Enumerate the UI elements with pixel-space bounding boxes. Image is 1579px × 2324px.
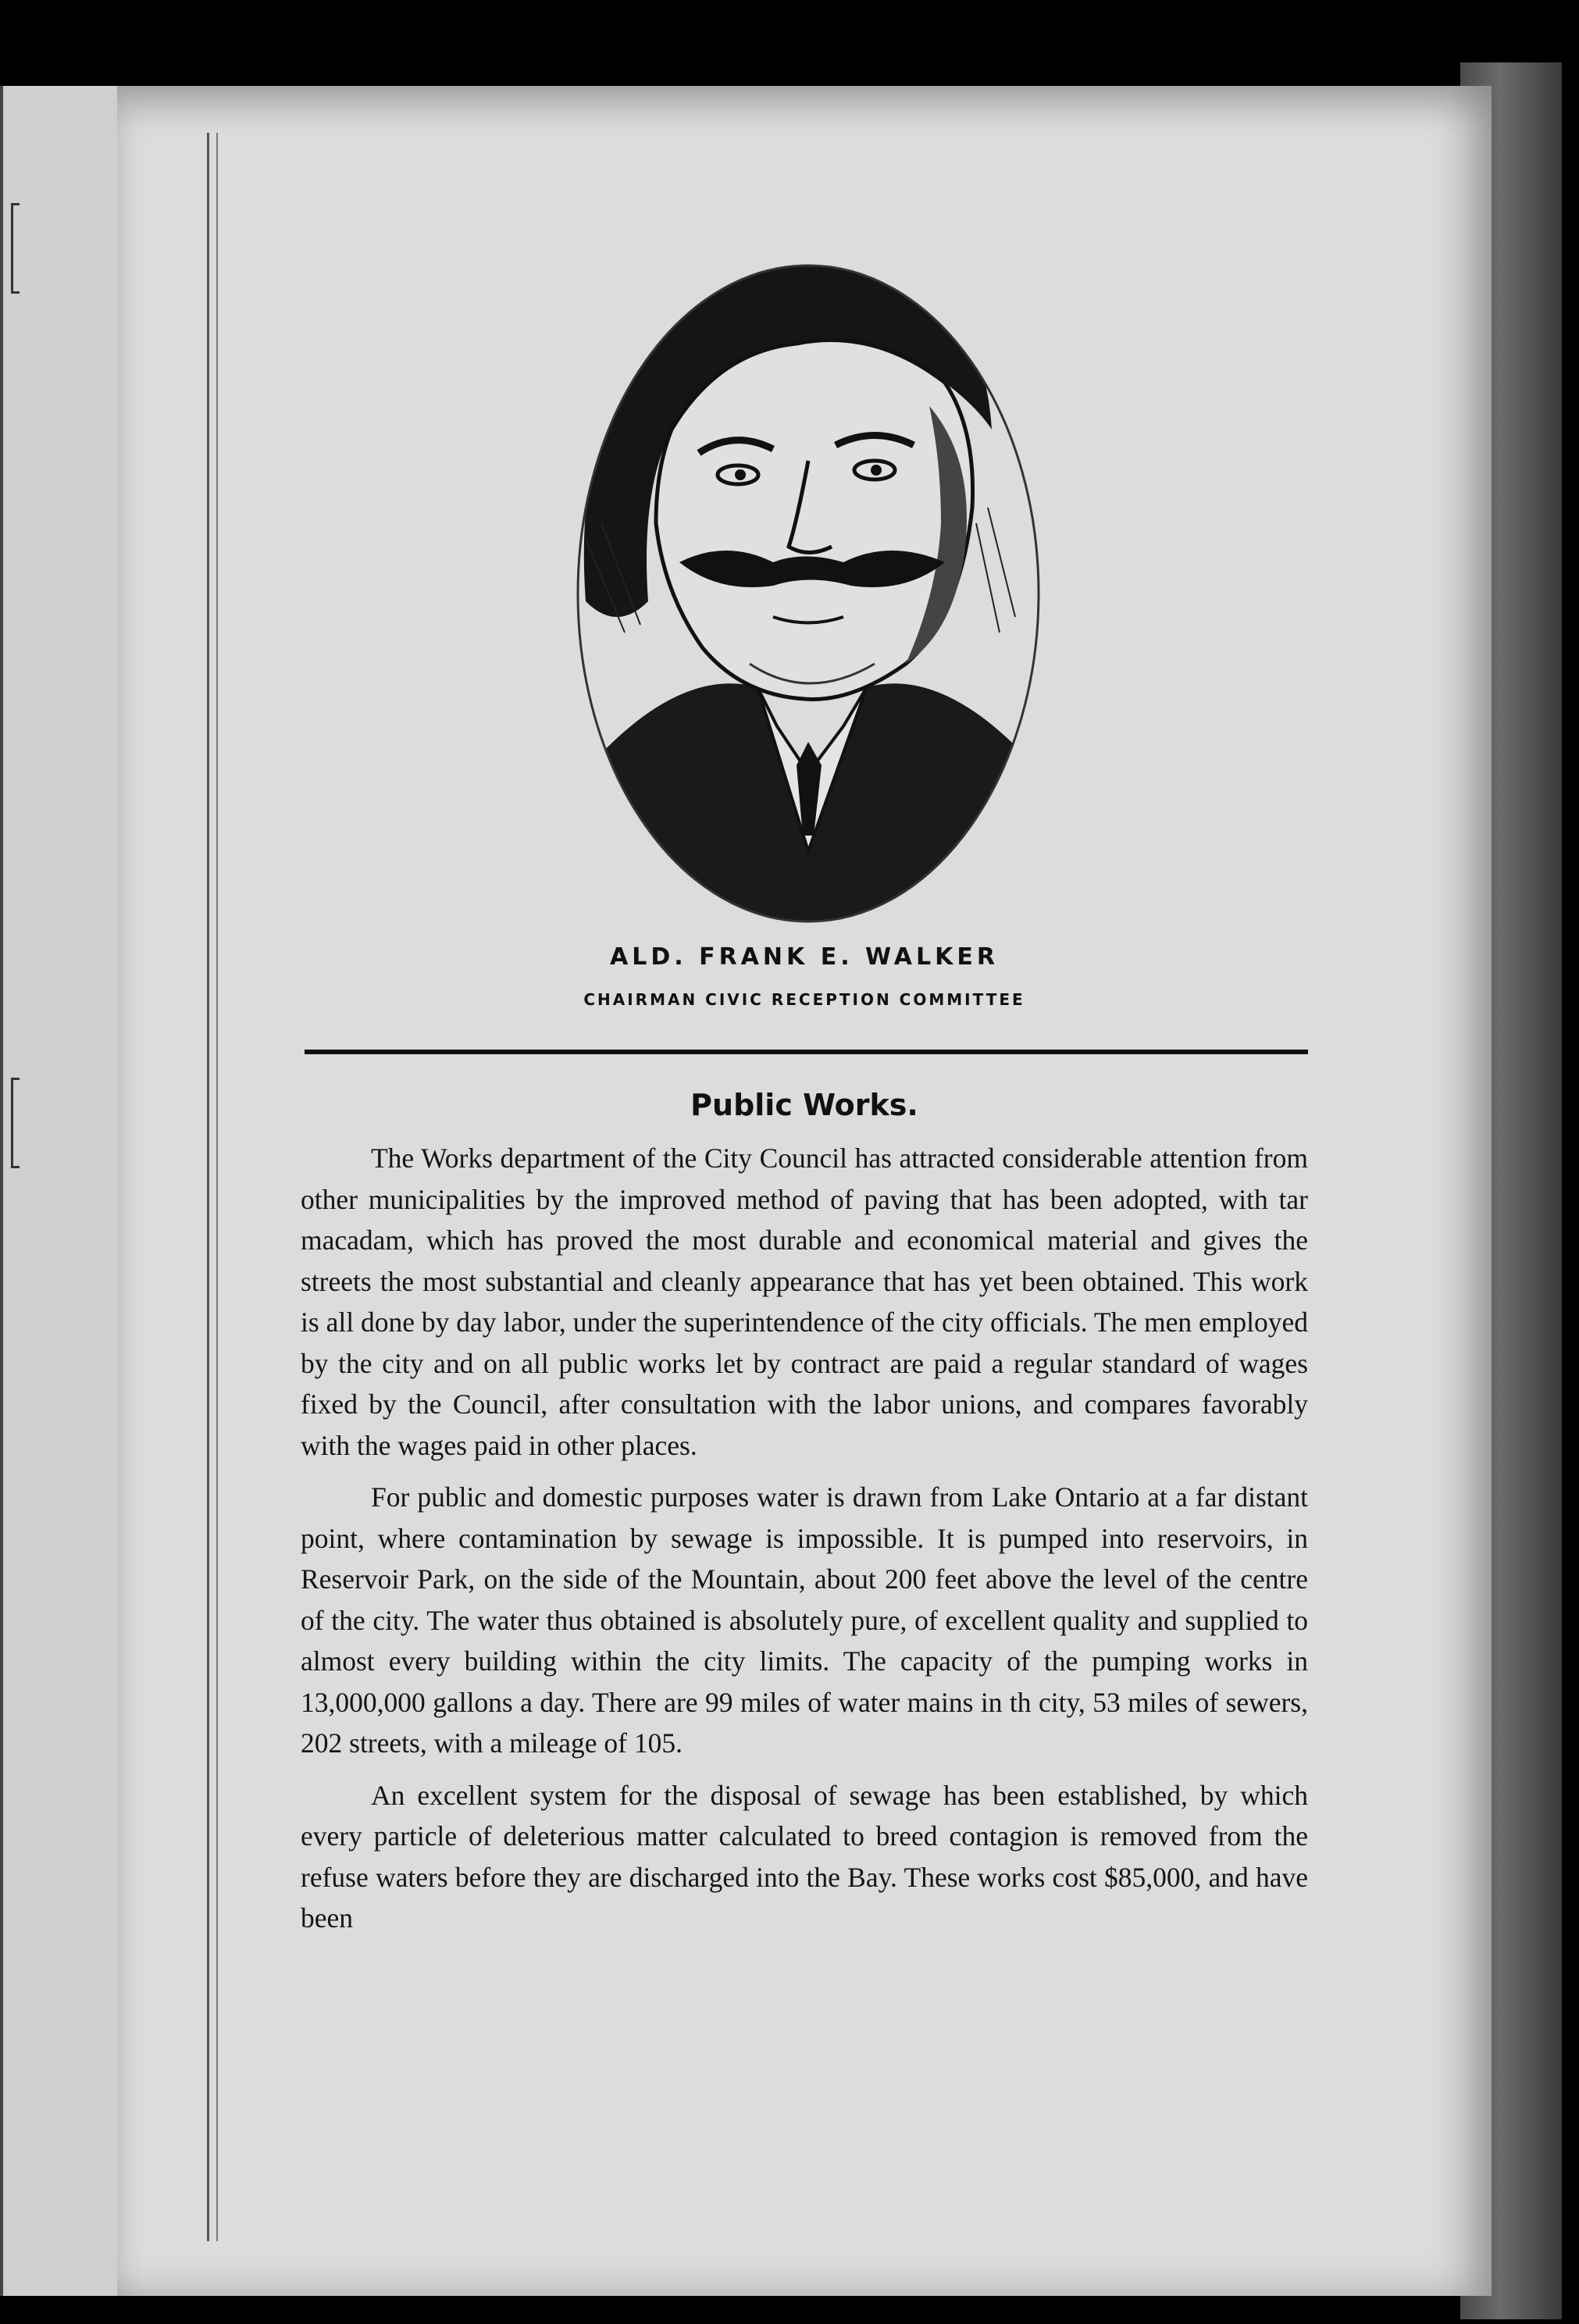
gutter-shadow: [207, 133, 209, 2241]
previous-page-edge: [0, 86, 117, 2296]
divider-rule: [305, 1050, 1308, 1054]
portrait-caption-title: CHAIRMAN CIVIC RECEPTION COMMITTEE: [583, 990, 1025, 1009]
portrait-illustration: [539, 226, 1210, 929]
paragraph: The Works department of the City Council has attracted considerable attention from other municipalities by the improved method of paving that has been adopted, with tar macadam, which has proved the most durable and economical material and gives the streets the most substantial and cleanly appearance that has yet been obtained. This work is all done by day labor, under the superintendence of the city officials. The men employed by the city and on all public works let by contract are paid a regular standard of wages fixed by the Council, after consultation with the labor unions, and compares favorably with the wages paid in other places.: [301, 1142, 1308, 1461]
gutter-shadow-inner: [216, 133, 218, 2241]
book-page: [117, 86, 1492, 2296]
portrait-caption-name: ALD. FRANK E. WALKER: [610, 943, 999, 971]
paragraph: An excellent system for the disposal of sewage has been established, by which every particle of deleterious matter calculated to breed contagion is removed from the refuse waters before they are discharged into the Bay. These works cost $85,000, and have been: [301, 1779, 1308, 1934]
section-heading: Public Works.: [690, 1088, 918, 1122]
article-body: [301, 1138, 1308, 1950]
paragraph: For public and domestic purposes water is drawn from Lake Ontario at a far distant point, where contamination by sewage is impossible. It is pumped into reservoirs, in Reservoir Park, on the side of the Mountain, about 200 feet above the level of the centre of the city. The water thus obtained is absolutely pure, of excellent quality and supplied to almost every building within the city limits. The capacity of the pumping works in 13,000,000 gallons a day. There are 99 miles of water mains in th city, 53 miles of sewers, 202 streets, with a mileage of 105.: [301, 1481, 1308, 1759]
